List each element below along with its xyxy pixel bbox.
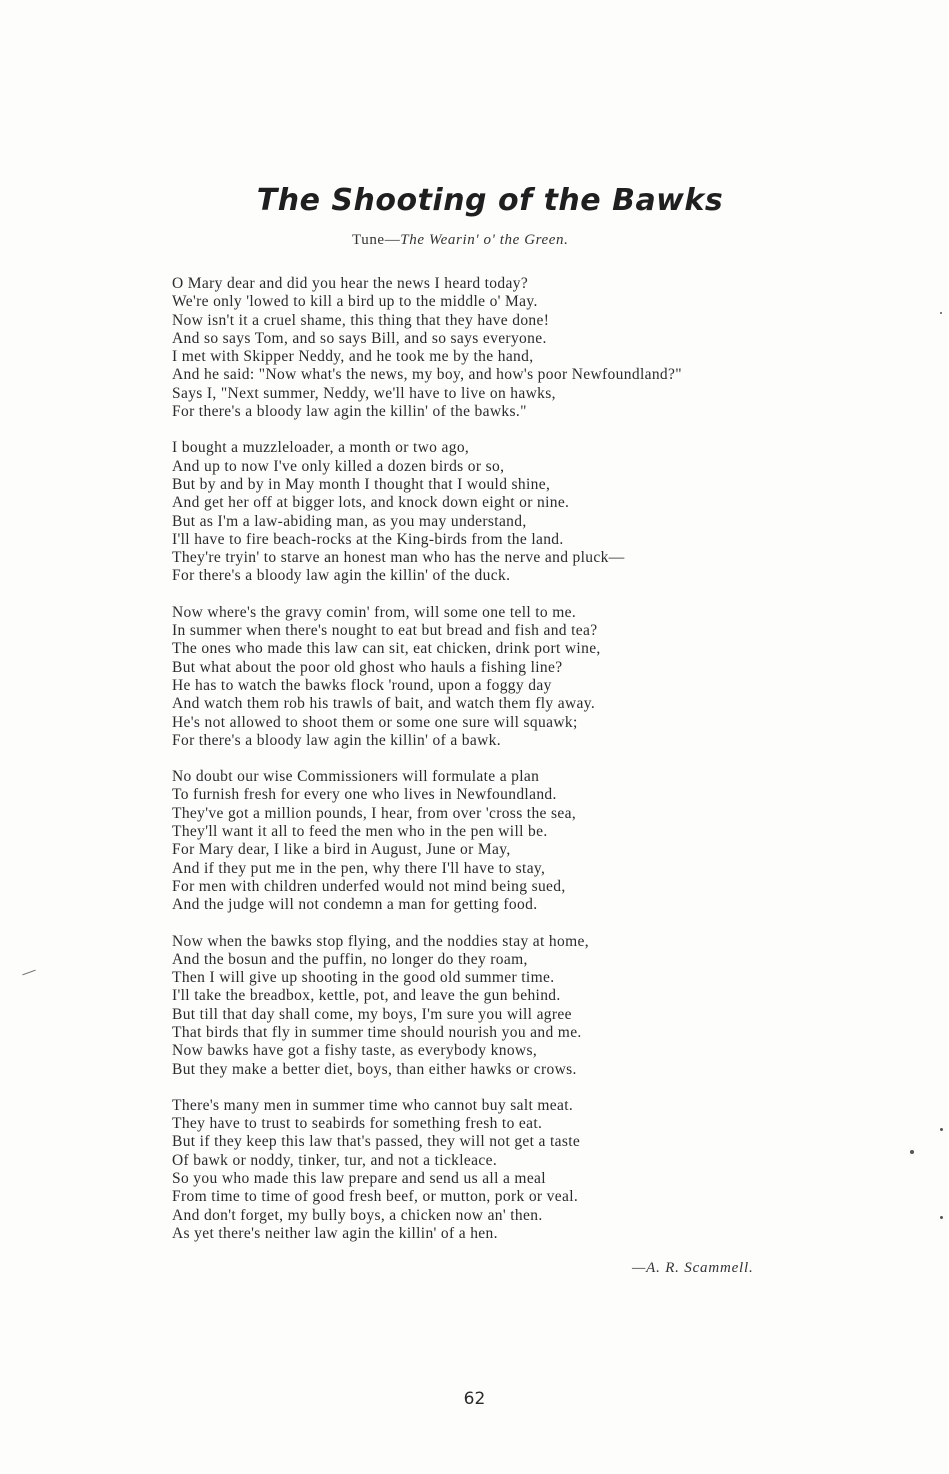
poem-line: And watch them rob his trawls of bait, and watch them fly away. <box>172 695 596 713</box>
poem-line: And get her off at bigger lots, and knock down eight or nine. <box>172 494 570 512</box>
poem-line: Now bawks have got a fishy taste, as everybody knows, <box>172 1042 538 1060</box>
poem-line: And the bosun and the puffin, no longer do they roam, <box>172 950 528 968</box>
poem-line: Now where's the gravy comin' from, will some one tell to me. <box>172 603 577 621</box>
poem-line: O Mary dear and did you hear the news I heard today? <box>172 275 529 292</box>
poem-line: But if they keep this law that's passed, they will not get a taste <box>172 1133 581 1151</box>
poem-line: I bought a muzzleloader, a month or two ago, <box>172 439 470 457</box>
poem-line: For there's a bloody law agin the killin' of the duck. <box>172 567 511 585</box>
poem-line: And so says Tom, and so says Bill, and so says everyone. <box>172 329 547 347</box>
dust-speck <box>910 1150 914 1154</box>
poem-line: And up to now I've only killed a dozen birds or so, <box>172 457 505 475</box>
tune-name: The Wearin' o' the Green. <box>400 232 569 248</box>
dust-speck <box>940 1216 943 1219</box>
poem-line: No doubt our wise Commissioners will formulate a plan <box>172 768 540 786</box>
poem-line: We're only 'lowed to kill a bird up to the middle o' May. <box>172 293 538 311</box>
poem-line: That birds that fly in summer time should nourish you and me. <box>172 1023 582 1041</box>
poem-line: For Mary dear, I like a bird in August, June or May, <box>172 841 511 859</box>
stanza-4 <box>172 768 812 914</box>
poem-line: So you who made this law prepare and send us all a meal <box>172 1170 546 1188</box>
poem-line: The ones who made this law can sit, eat chicken, drink port wine, <box>172 640 601 658</box>
stanza-2 <box>172 439 812 585</box>
poem-body <box>172 275 812 1261</box>
poem-line: I'll take the breadbox, kettle, pot, and leave the gun behind. <box>172 987 561 1005</box>
page-number: 62 <box>463 1389 486 1409</box>
poem-line: For there's a bloody law agin the killin' of the bawks." <box>172 403 527 421</box>
poem-title: The Shooting of the Bawks <box>256 183 724 218</box>
author-signature: —A. R. Scammell. <box>632 1260 754 1276</box>
stanza-3 <box>172 604 812 750</box>
poem-line: And the judge will not condemn a man for getting food. <box>172 896 538 914</box>
poem-line: To furnish fresh for every one who lives in Newfoundland. <box>172 786 557 804</box>
poem-line: For men with children underfed would not mind being sued, <box>172 877 566 895</box>
dust-speck <box>940 312 942 314</box>
poem-line: But as I'm a law-abiding man, as you may understand, <box>172 512 527 530</box>
tune-line <box>352 232 569 249</box>
poem-line: There's many men in summer time who cannot buy salt meat. <box>172 1096 574 1114</box>
stanza-6 <box>172 1097 812 1243</box>
poem-line: They'll want it all to feed the men who in the pen will be. <box>172 823 548 841</box>
margin-mark <box>22 970 35 976</box>
poem-line: And if they put me in the pen, why there I'll have to stay, <box>172 859 546 877</box>
poem-line: Of bawk or noddy, tinker, tur, and not a tickleace. <box>172 1151 498 1169</box>
poem-line: But what about the poor old ghost who hauls a fishing line? <box>172 658 563 676</box>
poem-line: For there's a bloody law agin the killin' of a bawk. <box>172 731 501 749</box>
poem-line: He has to watch the bawks flock 'round, upon a foggy day <box>172 676 552 694</box>
dust-speck <box>940 1128 943 1131</box>
poem-line: But till that day shall come, my boys, I'm sure you will agree <box>172 1005 572 1023</box>
poem-line: But they make a better diet, boys, than either hawks or crows. <box>172 1060 577 1078</box>
poem-line: Then I will give up shooting in the good old summer time. <box>172 969 555 987</box>
poem-line: But by and by in May month I thought that I would shine, <box>172 475 551 493</box>
poem-line: And he said: "Now what's the news, my boy, and how's poor Newfoundland?" <box>172 366 682 384</box>
stanza-1 <box>172 275 812 421</box>
poem-line: Now when the bawks stop flying, and the noddies stay at home, <box>172 932 589 950</box>
poem-line: Now isn't it a cruel shame, this thing that they have done! <box>172 311 550 329</box>
poem-line: They're tryin' to starve an honest man who has the nerve and pluck— <box>172 549 625 567</box>
poem-line: He's not allowed to shoot them or some one sure will squawk; <box>172 713 578 731</box>
poem-line: Says I, "Next summer, Neddy, we'll have to live on hawks, <box>172 384 556 402</box>
stanza-5 <box>172 933 812 1079</box>
poem-line: And don't forget, my bully boys, a chicken now an' then. <box>172 1206 543 1224</box>
poem-line: In summer when there's nought to eat but bread and fish and tea? <box>172 622 598 640</box>
poem-line: From time to time of good fresh beef, or mutton, pork or veal. <box>172 1188 579 1206</box>
poem-line: I'll have to fire beach-rocks at the King-birds from the land. <box>172 530 564 548</box>
poem-line: They have to trust to seabirds for something fresh to eat. <box>172 1115 543 1133</box>
tune-prefix: Tune— <box>352 232 401 248</box>
poem-line: They've got a million pounds, I hear, from over 'cross the sea, <box>172 804 577 822</box>
poem-line: I met with Skipper Neddy, and he took me by the hand, <box>172 348 534 366</box>
poem-line: As yet there's neither law agin the killin' of a hen. <box>172 1224 498 1242</box>
